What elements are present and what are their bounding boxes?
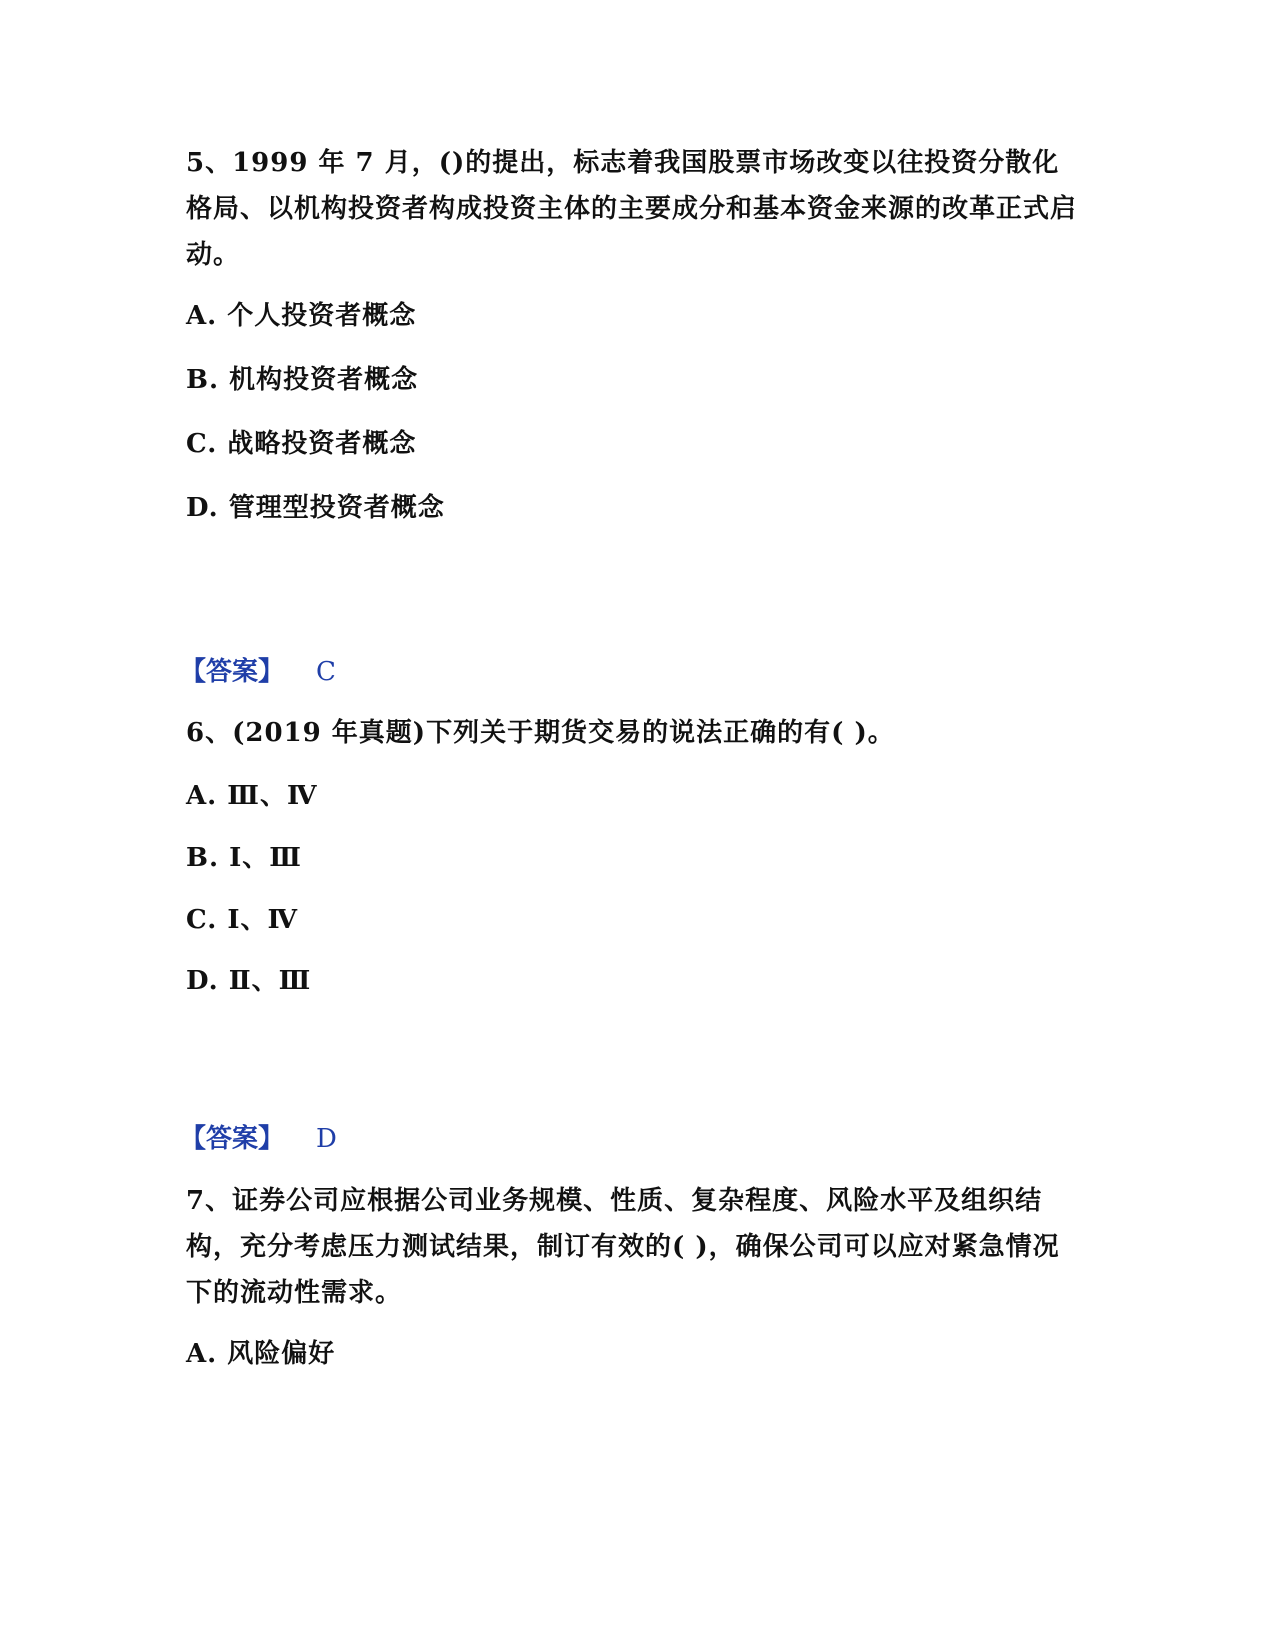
question-6-option-a: A. Ⅲ、Ⅳ (186, 781, 318, 811)
question-5-text: 5、1999 年 7 月，()的提出，标志着我国股票市场改变以往投资分散化格局、以机构投资者构成投资主体的主要成分和基本资金来源的改革正式启动。 (186, 148, 1078, 270)
question-5-option-c: C. 战略投资者概念 (186, 429, 417, 459)
question-6-option-b: B. Ⅰ、Ⅲ (186, 843, 302, 873)
question-5-option-a: A. 个人投资者概念 (186, 301, 417, 331)
question-6-option-d: D. Ⅱ、Ⅲ (186, 966, 312, 996)
question-7-text: 7、证券公司应根据公司业务规模、性质、复杂程度、风险水平及组织结构，充分考虑压力测试结果，制订有效的( )，确保公司可以应对紧急情况下的流动性需求。 (186, 1186, 1060, 1308)
question-5-option-b: B. 机构投资者概念 (186, 365, 419, 395)
question-5-option-d: D. 管理型投资者概念 (186, 493, 445, 523)
question-7-option-a: A. 风险偏好 (186, 1339, 336, 1369)
question-6-text: 6、(2019 年真题)下列关于期货交易的说法正确的有( )。 (186, 718, 895, 748)
answer-value: D (316, 1124, 337, 1154)
question-5-answer (180, 654, 336, 690)
question-6-answer (180, 1121, 337, 1157)
question-6-option-c: C. Ⅰ、Ⅳ (186, 905, 299, 935)
answer-label: 【答案】 (180, 657, 285, 687)
answer-label: 【答案】 (180, 1124, 285, 1154)
answer-value: C (316, 657, 336, 687)
